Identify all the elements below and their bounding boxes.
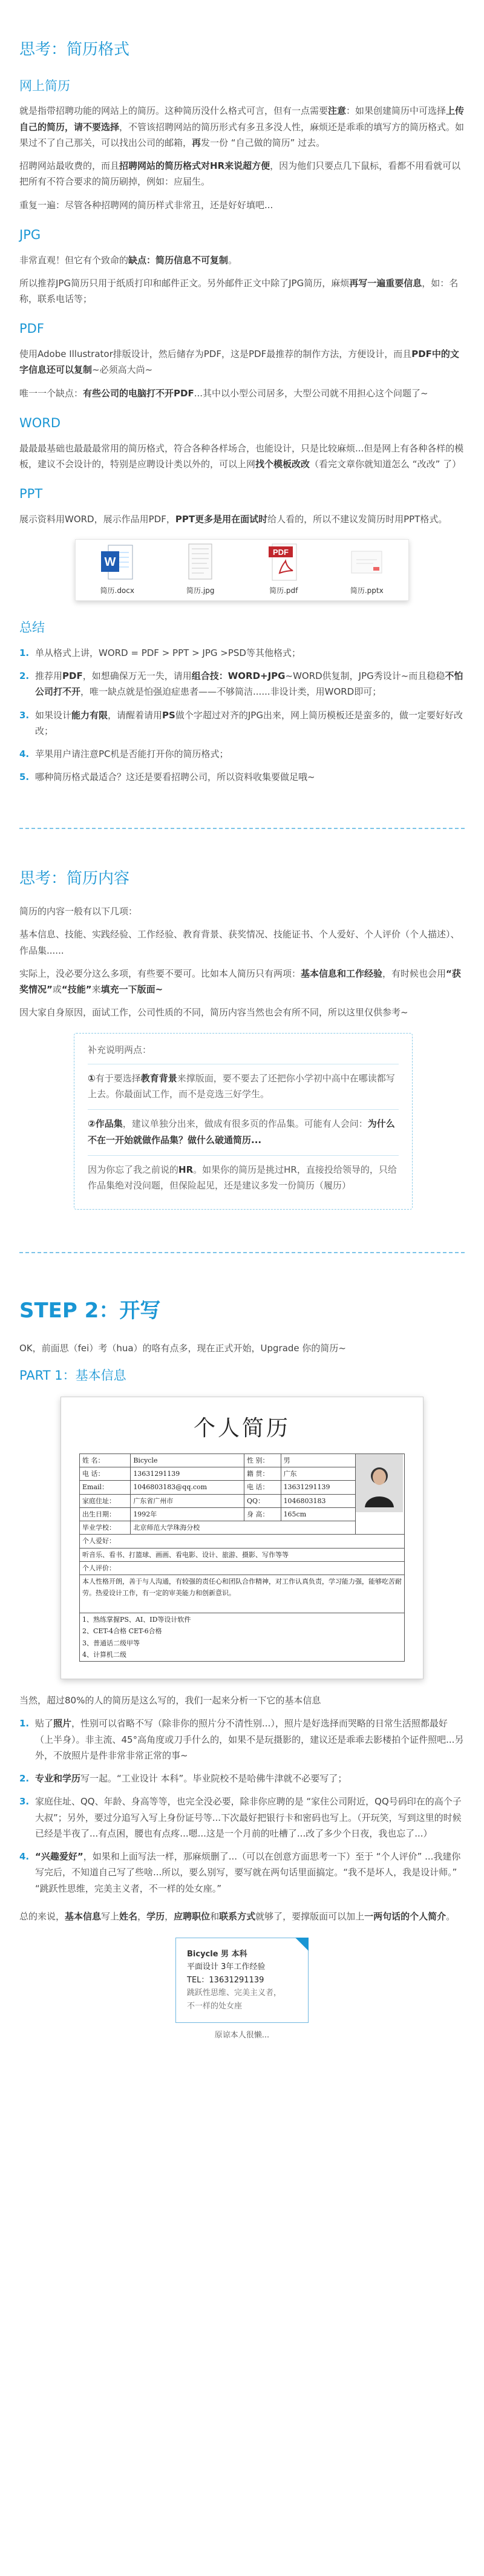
table-row: 电 话： 13631291139 籍 贯： 广东: [80, 1467, 405, 1481]
file-label: 简历.jpg: [186, 586, 215, 595]
list-item: 2. 推荐用PDF，如想确保万无一失，请用组合技：WORD+JPG~WORD供复制，JPG秀设计~而且稳稳不怕公司打不开，唯一缺点就是怕强迫症患者——不够简洁......非设计类，用WORD即可；: [19, 670, 463, 698]
pdf-paragraph: 使用Adobe Illustrator排版设计，然后储存为PDF，这是PDF最推荐的制作方法，方便设计，而且PDF中的文字信息还可以复制~必须高大尚~: [19, 349, 459, 376]
list-item: 5. 哪种简历格式最适合？这还是要看招聘公司，所以资料收集要做足哦~: [19, 772, 315, 783]
list-item: 1. 单从格式上讲，WORD = PDF > PPT > JPG >PSD等其他格式；: [19, 647, 301, 658]
web-resume-paragraph: 就是指带招聘功能的网站上的简历。这种简历没什么格式可言，但有一点需要注意：如果创建简历中可选择上传自己的简历，请不要选择，不管该招聘网站的简历形式有多丑多没人性，麻烦还是乖乖的填写方的简历格式。如果过不了自己那关，可以找出公司的邮箱，再发一份 “自己做的简历” 过去。: [19, 105, 465, 148]
tip-point-2: ②作品集，建议单独分出来，做成有很多页的作品集。可能有人会问：为什么不在一开始就做作品集？做什么破通简历...: [88, 1118, 395, 1145]
content-paragraph-3: 实际上，没必要分这么多项，有些要不要可。比如本人简历只有两项：基本信息和工作经验，有时候也会用“获奖情况”或“技能”来填充一下版面~: [19, 968, 461, 995]
card-name-line: Bicycle 男 本科: [187, 1950, 247, 1959]
content-paragraph-4: 因大家自身原因，面试工作，公司性质的不同，简历内容当然也会有所不同，所以这里仅供参考~: [19, 1007, 408, 1018]
file-pptx: [349, 543, 384, 597]
tip-divider: [88, 1155, 399, 1156]
table-row: 毕业学校： 北京师范大学珠海分校: [80, 1521, 405, 1535]
avatar: [356, 1454, 403, 1512]
resume-table: [79, 1454, 405, 1662]
content-paragraph-1: 简历的内容一般有以下几项：: [19, 906, 138, 917]
table-row: Email： 1046803183@qq.com 电 话： 13631291139: [80, 1481, 405, 1494]
word-paragraph: 最最最基础也最最最常用的简历格式，符合各种各样场合，也能设计，只是比较麻烦...但是网上有各种各样的模板，建议不会设计的，特别是应聘设计类以外的，可以上网找个模板改改（看完文章你就知道怎么 “改改” 了）: [19, 442, 464, 470]
step2-title: STEP 2：开写: [19, 1299, 161, 1323]
section-title-format: 思考：简历格式: [19, 41, 130, 59]
conclusion-paragraph: 总的来说，基本信息写上姓名，学历，应聘职位和联系方式就够了，要撑版面可以加上一两句话的个人简介。: [19, 1910, 456, 1922]
table-row: 姓 名： Bicycle 性 别： 男: [80, 1454, 405, 1467]
card-intro-line-2: 不一样的处女座: [187, 2001, 243, 2011]
file-label: 简历.pptx: [350, 586, 384, 595]
supplement-tip-box: [74, 1033, 413, 1210]
step2-intro: OK，前面思（fei）考（hua）的咯有点多，现在正式开始，Upgrade 你的简历~: [19, 1342, 346, 1354]
svg-text:PDF: PDF: [272, 548, 289, 557]
file-format-strip: [75, 539, 409, 601]
summary-heading: 总结: [19, 620, 45, 635]
ppt-paragraph: 展示资料用WORD，展示作品用PDF，PPT更多是用在面试时给人看的，所以不建议发简历时用PPT格式。: [19, 513, 448, 525]
tip-title: 补充说明两点：: [88, 1044, 152, 1055]
list-item: 3. 家庭住址、QQ、年龄、身高等等，也完全没必要，除非你应聘的是 “家住公司附近，QQ号码印在的高个子大叔”；另外，要过分追写入写上身份证号等...下次最好把银行卡和密码也写上。（开玩笑，写到这里的时候已经是半夜了...有点困，腰也有点疼...嗯...这是一个月前的吐槽了...改了多少个日夜，我也忘了...）: [19, 1796, 462, 1839]
tip-point-3: 因为你忘了我之前说的HR。如果你的简历是挑过HR，直接投给领导的，只给作品集绝对没问题，但保险起见，还是建议多发一份简历（履历）: [88, 1164, 397, 1191]
jpg-paragraph: 非常直观！但它有个致命的缺点：简历信息不可复制。: [19, 254, 238, 266]
word-heading: WORD: [19, 415, 61, 430]
list-item: 4. 苹果用户请注意PC机是否能打开你的简历格式；: [19, 749, 229, 759]
list-item: 2. 专业和学历写一起。“工业设计 本科”。毕业院校不是哈佛牛津就不必要写了；: [19, 1773, 347, 1784]
list-item: 1. 贴了照片，性别可以省略不写（除非你的照片分不清性别...），照片是好选择而哭略的日常生活照都最好（上半身）。非主流、45°高角度或刀手什么的，如果不是玩摄影的，建议还是乖乖去影楼拍个证件照吧...另外，不放照片是件非常非常正常的事~: [19, 1718, 464, 1761]
web-resume-paragraph-2: 招聘网站最收费的，而且招聘网站的简历格式对HR来说超方便，因为他们只要点几下鼠标，看都不用看就可以把所有不符合要求的简历刷掉，例如：应届生。: [19, 160, 461, 188]
pdf-heading: PDF: [19, 321, 44, 336]
resume-skill-list: 1、熟练掌握PS、AI、ID等设计软件 2、CET-4合格 CET-6合格 3、普通话二级甲等 4、计算机二级: [82, 1616, 191, 1659]
card-intro-line: 跳跃性思维、完美主义者，: [187, 1988, 282, 1998]
pdf-paragraph-2: 唯一一个缺点：有些公司的电脑打不开PDF...其中以小型公司居多，大型公司就不用担心这个问题了~: [19, 387, 428, 399]
resume-photo: [356, 1454, 405, 1535]
tip-point-1: ①有于要选择教育背景来撑版面，要不要去了还把你小学初中高中在哪读都写上去。你最面试工作，而不是竞选三好学生。: [88, 1072, 395, 1100]
format-section: [19, 0, 465, 822]
analysis-intro: 当然，超过80%的人的简历是这么写的，我们一起来分析一下它的基本信息: [19, 1695, 321, 1706]
pdf-file-icon: [266, 543, 301, 583]
list-item: 3. 如果设计能力有限，请醒着请用PS做个字超过对齐的JPG出来，网上简历模板还是蛮多的，做一定要好好改改；: [19, 709, 463, 736]
section-title-content: 思考：简历内容: [19, 869, 130, 888]
file-pdf: [266, 543, 301, 597]
table-row: [80, 1613, 405, 1662]
step2-section: [19, 1253, 465, 2091]
table-row: 个人评价：: [80, 1561, 405, 1575]
web-resume-heading: 网上简历: [19, 78, 70, 93]
ppt-heading: PPT: [19, 487, 43, 501]
card-role-line: 平面设计 3年工作经验: [187, 1962, 266, 1972]
svg-text:W: W: [104, 556, 116, 569]
file-jpg: [183, 543, 218, 597]
card-tel-line: TEL：13631291139: [187, 1975, 264, 1985]
content-paragraph-2: 基本信息、技能、实践经验、工作经验、教育背景、获奖情况、技能证书、个人爱好、个人评价（个人描述）、作品集......: [19, 929, 460, 956]
web-resume-paragraph-3: 重复一遍：尽管各种招聘网的简历样式非常丑，还是好好填吧...: [19, 199, 273, 211]
file-label: 简历.pdf: [269, 586, 298, 595]
table-row: 个人爱好：: [80, 1535, 405, 1548]
card-caption: 原谅本人很懒...: [214, 2031, 270, 2040]
table-row: 出生日期： 1992年 身 高： 165cm: [80, 1507, 405, 1521]
pptx-file-icon: [349, 543, 384, 583]
jpg-heading: JPG: [19, 227, 41, 242]
table-row: 听音乐、看书、打篮球、画画、看电影、设计、旅游、摄影、写作等等: [80, 1548, 405, 1561]
part1-title: PART 1：基本信息: [19, 1368, 126, 1383]
list-item: 4. “兴趣爱好”，如果和上面写法一样，那麻烦删了...（可以在创意方面思考一下）至于 “个人评价” ...我建你写完后，不知道自己写了些啥...所以，要么别写，要写就在两句话里面搞定。“我不是坏人，我是设计师。” “跳跃性思维，完美主义者，不一样的处女座。”: [19, 1851, 461, 1894]
word-doc-icon: [100, 543, 135, 583]
jpg-file-icon: [183, 543, 218, 583]
file-label: 简历.docx: [100, 586, 134, 595]
analysis-list: [19, 1716, 465, 1896]
sample-resume-image: [60, 1397, 424, 1679]
simplified-info-card: [175, 1938, 309, 2023]
content-section: [19, 829, 465, 1247]
table-row: 家庭住址： 广东省广州市 QQ： 1046803183: [80, 1494, 405, 1507]
table-row: 本人性格开朗，善于与人沟通，有较强的责任心和团队合作精神，对工作认真负责，学习能力强，能够吃苦耐劳。热爱设计工作，有一定的审美能力和创新意识。: [80, 1575, 405, 1613]
file-docx: [100, 543, 135, 597]
summary-list: [19, 645, 465, 785]
tip-divider: [88, 1109, 399, 1110]
resume-heading: 个人简历: [193, 1415, 290, 1441]
jpg-paragraph-2: 所以推荐JPG简历只用于纸质打印和邮件正文。另外邮件正文中除了JPG简历，麻烦再写一遍重要信息，如：名称，联系电话等；: [19, 277, 459, 304]
